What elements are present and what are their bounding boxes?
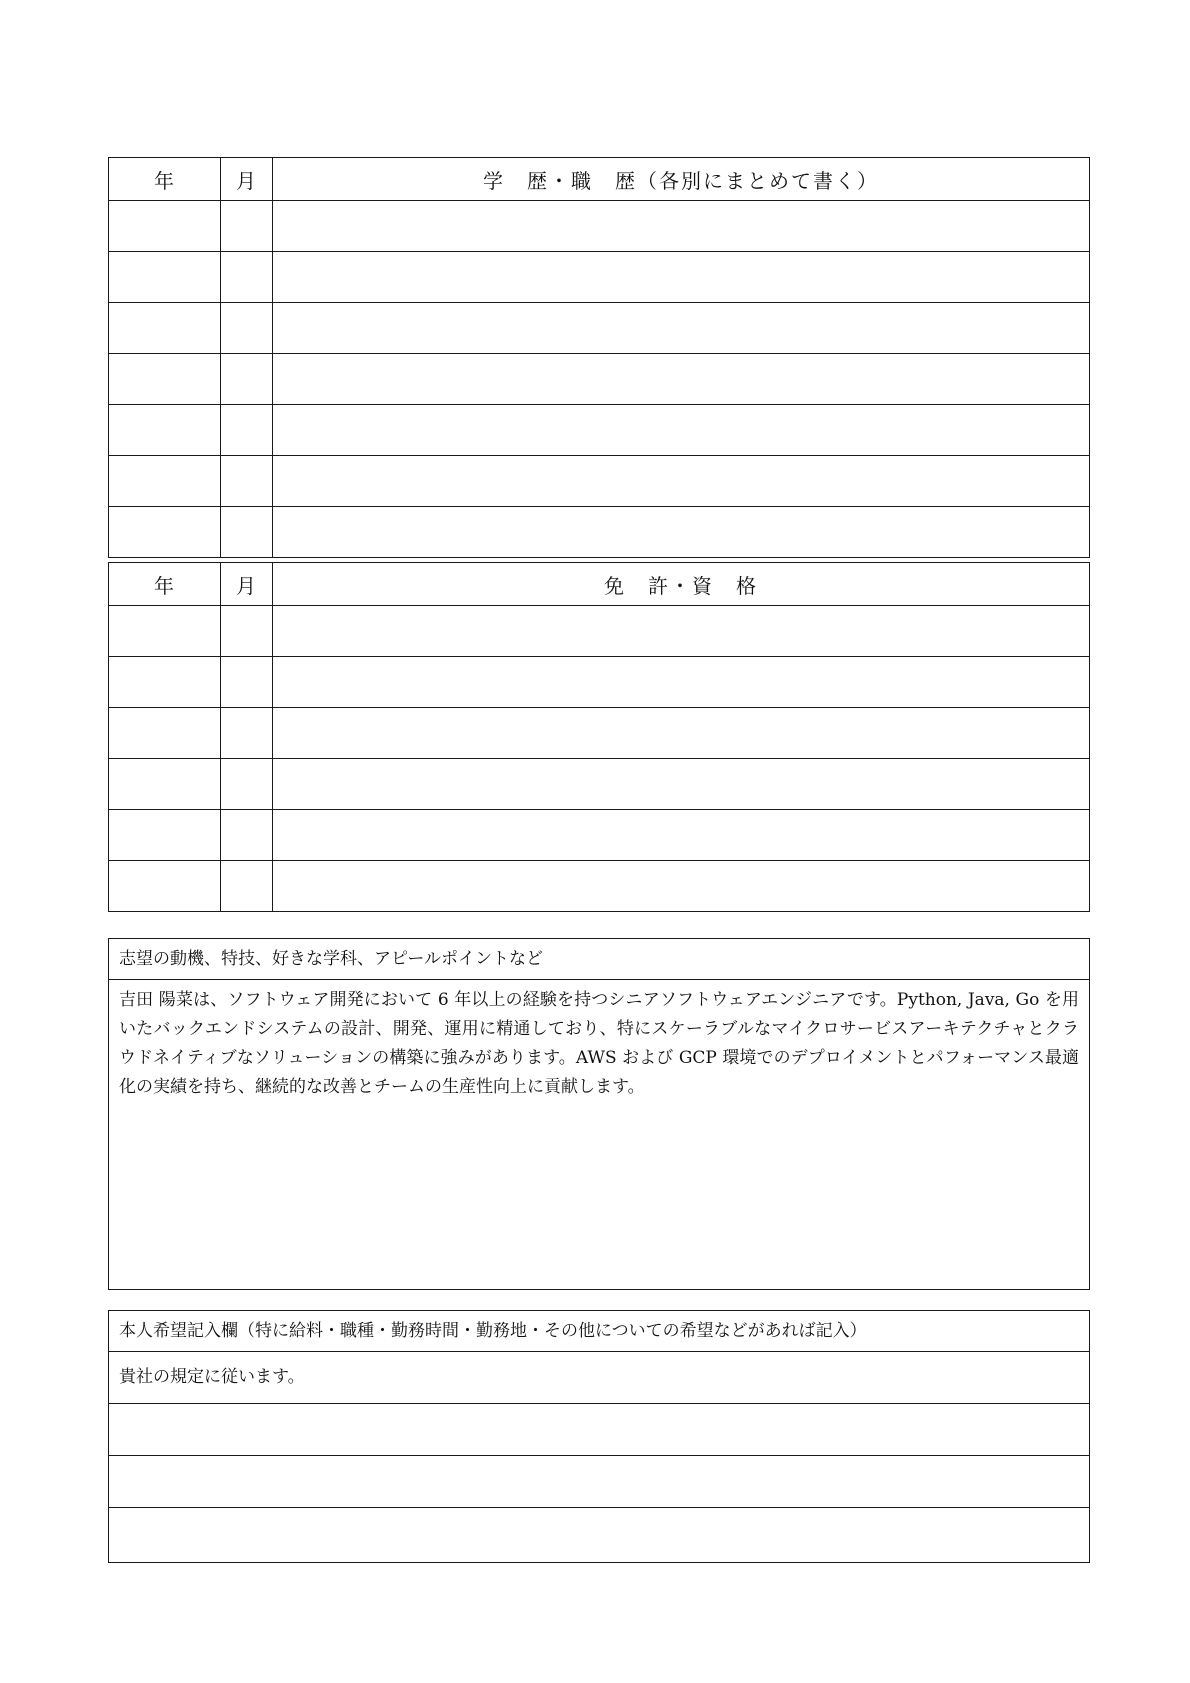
- licenses-header-row: [109, 563, 1090, 606]
- history-month-cell[interactable]: [221, 201, 273, 252]
- licenses-text-cell[interactable]: [273, 759, 1090, 810]
- motivation-text[interactable]: 吉田 陽菜は、ソフトウェア開発において 6 年以上の経験を持つシニアソフトウェアエンジニアです。Python, Java, Go を用いたバックエンドシステムの設計、開発、運用に精通しており、特にスケーラブルなマイクロサービスアーキテクチャとクラウドネイティブなソリューションの構築に強みがあります。AWS および GCP 環境でのデプロイメントとパフォーマンス最適化の実績を持ち、継続的な改善とチームの生産性向上に貢献します。: [119, 990, 1079, 1097]
- history-month-cell[interactable]: [221, 456, 273, 507]
- history-text-cell[interactable]: [273, 303, 1090, 354]
- history-text-cell[interactable]: [273, 405, 1090, 456]
- history-month-cell[interactable]: [221, 354, 273, 405]
- wishes-label: 本人希望記入欄（特に給料・職種・勤務時間・勤務地・その他についての希望などがあれば記入）: [109, 1311, 1089, 1352]
- history-text-cell[interactable]: [273, 507, 1090, 558]
- licenses-qualifications-table: [108, 562, 1090, 912]
- licenses-month-cell[interactable]: [221, 657, 273, 708]
- history-month-cell[interactable]: [221, 303, 273, 354]
- history-row: [109, 456, 1090, 507]
- wishes-line[interactable]: [109, 1404, 1089, 1456]
- history-row: [109, 354, 1090, 405]
- licenses-year-cell[interactable]: [109, 810, 221, 861]
- licenses-year-cell[interactable]: [109, 861, 221, 912]
- licenses-text-cell[interactable]: [273, 861, 1090, 912]
- history-header-row: [109, 158, 1090, 201]
- wishes-line[interactable]: [109, 1508, 1089, 1560]
- licenses-text-cell[interactable]: [273, 708, 1090, 759]
- history-year-cell[interactable]: [109, 303, 221, 354]
- wishes-line[interactable]: 貴社の規定に従います。: [109, 1352, 1089, 1404]
- licenses-year-cell[interactable]: [109, 606, 221, 657]
- licenses-row: [109, 606, 1090, 657]
- history-month-cell[interactable]: [221, 252, 273, 303]
- licenses-month-cell[interactable]: [221, 861, 273, 912]
- education-work-history-table: [108, 157, 1090, 558]
- history-year-cell[interactable]: [109, 252, 221, 303]
- history-row: [109, 507, 1090, 558]
- licenses-row: [109, 810, 1090, 861]
- history-year-cell[interactable]: [109, 507, 221, 558]
- licenses-row: [109, 657, 1090, 708]
- history-text-cell[interactable]: [273, 252, 1090, 303]
- licenses-row: [109, 861, 1090, 912]
- licenses-month-cell[interactable]: [221, 708, 273, 759]
- licenses-text-cell[interactable]: [273, 810, 1090, 861]
- licenses-year-cell[interactable]: [109, 759, 221, 810]
- licenses-month-cell[interactable]: [221, 606, 273, 657]
- licenses-text-cell[interactable]: [273, 606, 1090, 657]
- licenses-month-header: 月: [221, 563, 273, 606]
- history-row: [109, 252, 1090, 303]
- history-month-cell[interactable]: [221, 405, 273, 456]
- licenses-title-header: 免 許・資 格: [273, 563, 1090, 606]
- history-year-cell[interactable]: [109, 456, 221, 507]
- licenses-text-cell[interactable]: [273, 657, 1090, 708]
- motivation-section: [108, 938, 1090, 1290]
- history-year-header: 年: [109, 158, 221, 201]
- wishes-line[interactable]: [109, 1456, 1089, 1508]
- history-title-header: 学 歴・職 歴（各別にまとめて書く）: [273, 158, 1090, 201]
- licenses-year-cell[interactable]: [109, 657, 221, 708]
- licenses-year-header: 年: [109, 563, 221, 606]
- licenses-month-cell[interactable]: [221, 759, 273, 810]
- history-row: [109, 303, 1090, 354]
- history-year-cell[interactable]: [109, 354, 221, 405]
- history-text-cell[interactable]: [273, 354, 1090, 405]
- licenses-year-cell[interactable]: [109, 708, 221, 759]
- licenses-month-cell[interactable]: [221, 810, 273, 861]
- history-text-cell[interactable]: [273, 456, 1090, 507]
- personal-wishes-section: [108, 1310, 1090, 1563]
- history-month-header: 月: [221, 158, 273, 201]
- history-year-cell[interactable]: [109, 201, 221, 252]
- history-row: [109, 201, 1090, 252]
- history-text-cell[interactable]: [273, 201, 1090, 252]
- licenses-row: [109, 708, 1090, 759]
- history-month-cell[interactable]: [221, 507, 273, 558]
- motivation-label: 志望の動機、特技、好きな学科、アピールポイントなど: [109, 939, 1089, 980]
- history-year-cell[interactable]: [109, 405, 221, 456]
- history-row: [109, 405, 1090, 456]
- licenses-row: [109, 759, 1090, 810]
